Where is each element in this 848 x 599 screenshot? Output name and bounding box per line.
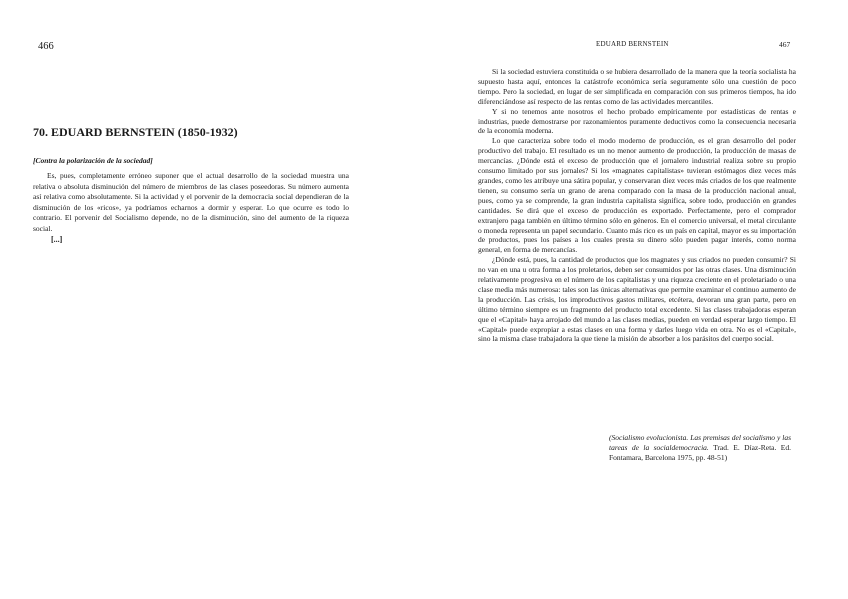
source-details: Trad. E. Díaz-Reta. Ed. Fontamara, Barcelona 1975, pp. 48-51) [609, 442, 791, 462]
body-paragraph: ¿Dónde está, pues, la cantidad de productos que los magnates y sus criados no pueden consumir? Si no van en una u otra forma a los proletarios, deben ser consumidos por las otras clases. Una disminución relativamente progresiva en el número de los capitalistas y una riqueza creciente en el proletariado o una clase media más numerosa: tales son las únicas alternativas que permite examinar el continuo aumento de la producción. Las crisis, los improductivos gastos militares, etcétera, devoran una gran parte, pero en último término siempre es un fragmento del producto total excedente. Si las clases trabajadoras esperan que el «Capital» haya arrojado del mundo a las clases medias, pueden en verdad esperar largo tiempo. El «Capital» puede expropiar a estas clases en una forma y darles luego vida en otra. No es el «Capital», sino la misma clase trabajadora la que tiene la misión de absorber a los parásitos del cuerpo social. [478, 255, 796, 344]
body-paragraph: Lo que caracteriza sobre todo el modo moderno de producción, es el gran desarrollo del poder productivo del trabajo. El resultado es un no menor aumento de producción, la producción de masas de mercancías. ¿Dónde está el exceso de producción que el jornalero industrial realiza sobre su propio consumo limitado por sus jornales? Si los «magnates capitalistas» tuvieran estómagos diez veces más grandes, como les atribuye una sátira popular, y conservaran diez veces más criados de los que realmente tienen, su consumo sería un grano de arena comparado con la masa de la producción nacional anual, pues, como ya se comprende, la gran industria capitalista significa, sobre todo, producción en grandes cantidades. Se dirá que el exceso de producción es exportado. Perfectamente, pero el comprador extranjero paga también en último término sólo en géneros. En el comercio universal, el metal circulante o moneda representa un papel secundario. Cuanto más rico es un país en capital, mayor es su importación de productos, pues los países a los cuales presta su dinero sólo pueden pagar interés, como norma general, en forma de mercancías. [478, 136, 796, 255]
right-page [424, 0, 848, 599]
section-title: [Contra la polarización de la sociedad] [33, 156, 153, 165]
right-body-text [478, 67, 796, 344]
running-head: EDUARD BERNSTEIN [596, 40, 669, 48]
body-paragraph: Y si no tenemos ante nosotros el hecho probado empíricamente por estadísticas de rentas e industrias, puede demostrarse por razonamientos puramente deductivos como la consecuencia necesaria de la economía moderna. [478, 106, 796, 136]
source-citation [609, 433, 791, 462]
left-body-text [33, 171, 349, 246]
chapter-title: 70. EDUARD BERNSTEIN (1850-1932) [33, 125, 238, 139]
source-title: (Socialismo evolucionista. Las premisas del socialismo y las tareas de la socialdemocracia. [609, 433, 791, 452]
left-paragraph: Es, pues, completamente erróneo suponer que el actual desarrollo de la sociedad muestra una relativa o absoluta disminución del número de miembros de las clases poseedoras. Su número aumenta así relativa como absolutamente. Si la actividad y el porvenir de la democracia social dependieran de la disminución de los «ricos», ya podríamos echarnos a dormir y esperar. Lo que ocurre es todo lo contrario. El porvenir del Socialismo depende, no de la disminución, sino del aumento de la riqueza social. [33, 171, 349, 233]
left-page-number: 466 [38, 41, 54, 52]
right-page-number: 467 [779, 40, 791, 49]
body-paragraph: Si la sociedad estuviera constituida o se hubiera desarrollado de la manera que la teoría socialista ha supuesto hasta aquí, entonces la catástrofe económica sería seguramente sólo una cuestión de poco tiempo. Pero la sociedad, en lugar de ser simplificada en comparación con sus primeros tiempos, ha ido diferenciándose así respecto de las rentas como de las actividades mercantiles. [478, 67, 796, 106]
omission-marker: [...] [51, 235, 63, 244]
